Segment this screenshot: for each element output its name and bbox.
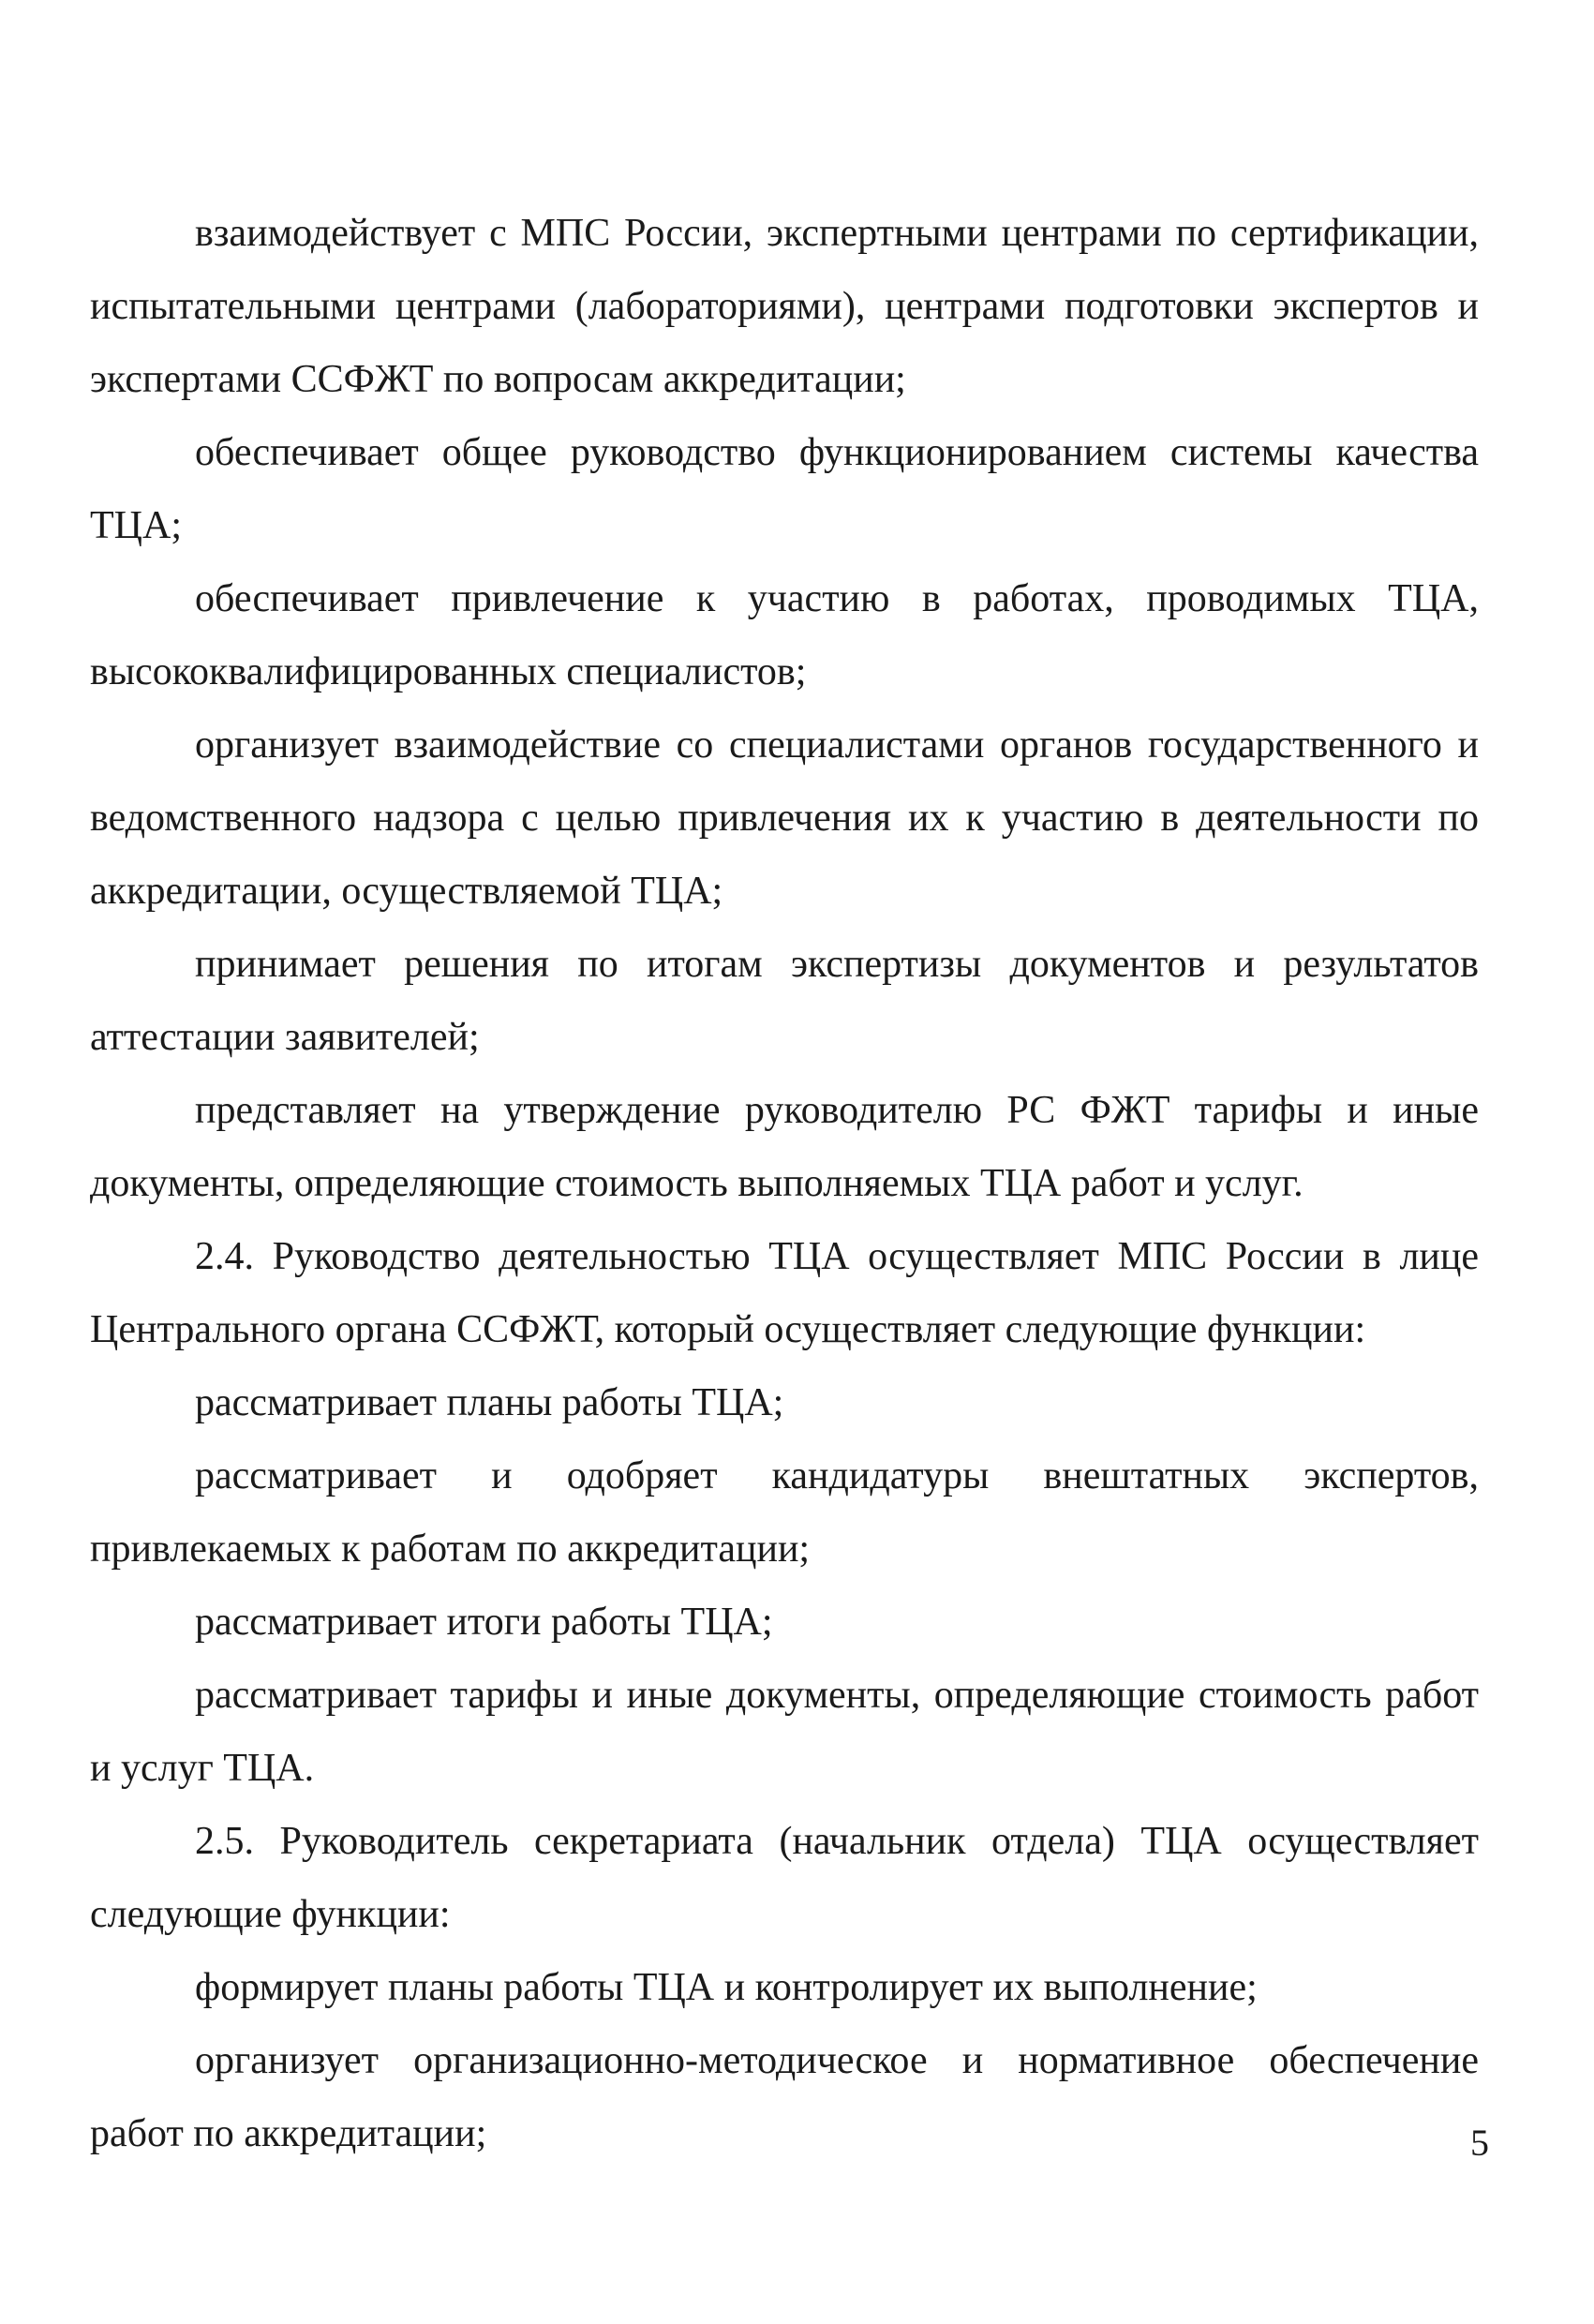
list-item-review-plans: рассматривает планы работы ТЦА;: [195, 1381, 784, 1424]
paragraph-supervision-cooperation: организует взаимодействие со специалистами органов государственного и ведомственного надзора с целью привлечения их к участию в деятельности по аккредитации, осуществляемой ТЦА;: [90, 723, 1479, 913]
paragraph-tariffs-submission: представляет на утверждение руководителю РС ФЖТ тарифы и иные документы, определяющие стоимость выполняемых ТЦА работ и услуг.: [90, 1089, 1479, 1205]
list-item-form-plans: формирует планы работы ТЦА и контролирует их выполнение;: [195, 1966, 1258, 2009]
page-number: 5: [1470, 2122, 1489, 2164]
section-2-4-intro: 2.4. Руководство деятельностью ТЦА осуществляет МПС России в лице Центрального органа ССФЖТ, который осуществляет следующие функции:: [90, 1235, 1479, 1351]
paragraph-decisions: принимает решения по итогам экспертизы документов и результатов аттестации заявителей;: [90, 943, 1479, 1059]
list-item-methodical-support: организует организационно-методическое и нормативное обеспечение работ по аккредитации;: [90, 2039, 1479, 2155]
section-2-5-intro: 2.5. Руководитель секретариата (начальник отдела) ТЦА осуществляет следующие функции:: [90, 1820, 1479, 1936]
paragraph-interaction-partners: взаимодействует с МПС России, экспертными центрами по сертификации, испытательными центрами (лабораториями), центрами подготовки экспертов и экспертами ССФЖТ по вопросам аккредитации;: [90, 212, 1479, 401]
list-item-review-tariffs: рассматривает тарифы и иные документы, определяющие стоимость работ и услуг ТЦА.: [90, 1674, 1479, 1790]
list-item-review-results: рассматривает итоги работы ТЦА;: [195, 1601, 773, 1644]
list-item-approve-experts: рассматривает и одобряет кандидатуры внештатных экспертов, привлекаемых к работам по аккредитации;: [90, 1454, 1479, 1571]
paragraph-specialists: обеспечивает привлечение к участию в работах, проводимых ТЦА, высококвалифицированных специалистов;: [90, 577, 1479, 693]
document-body: [90, 197, 1479, 2170]
paragraph-quality-system: обеспечивает общее руководство функционированием системы качества ТЦА;: [90, 431, 1479, 547]
